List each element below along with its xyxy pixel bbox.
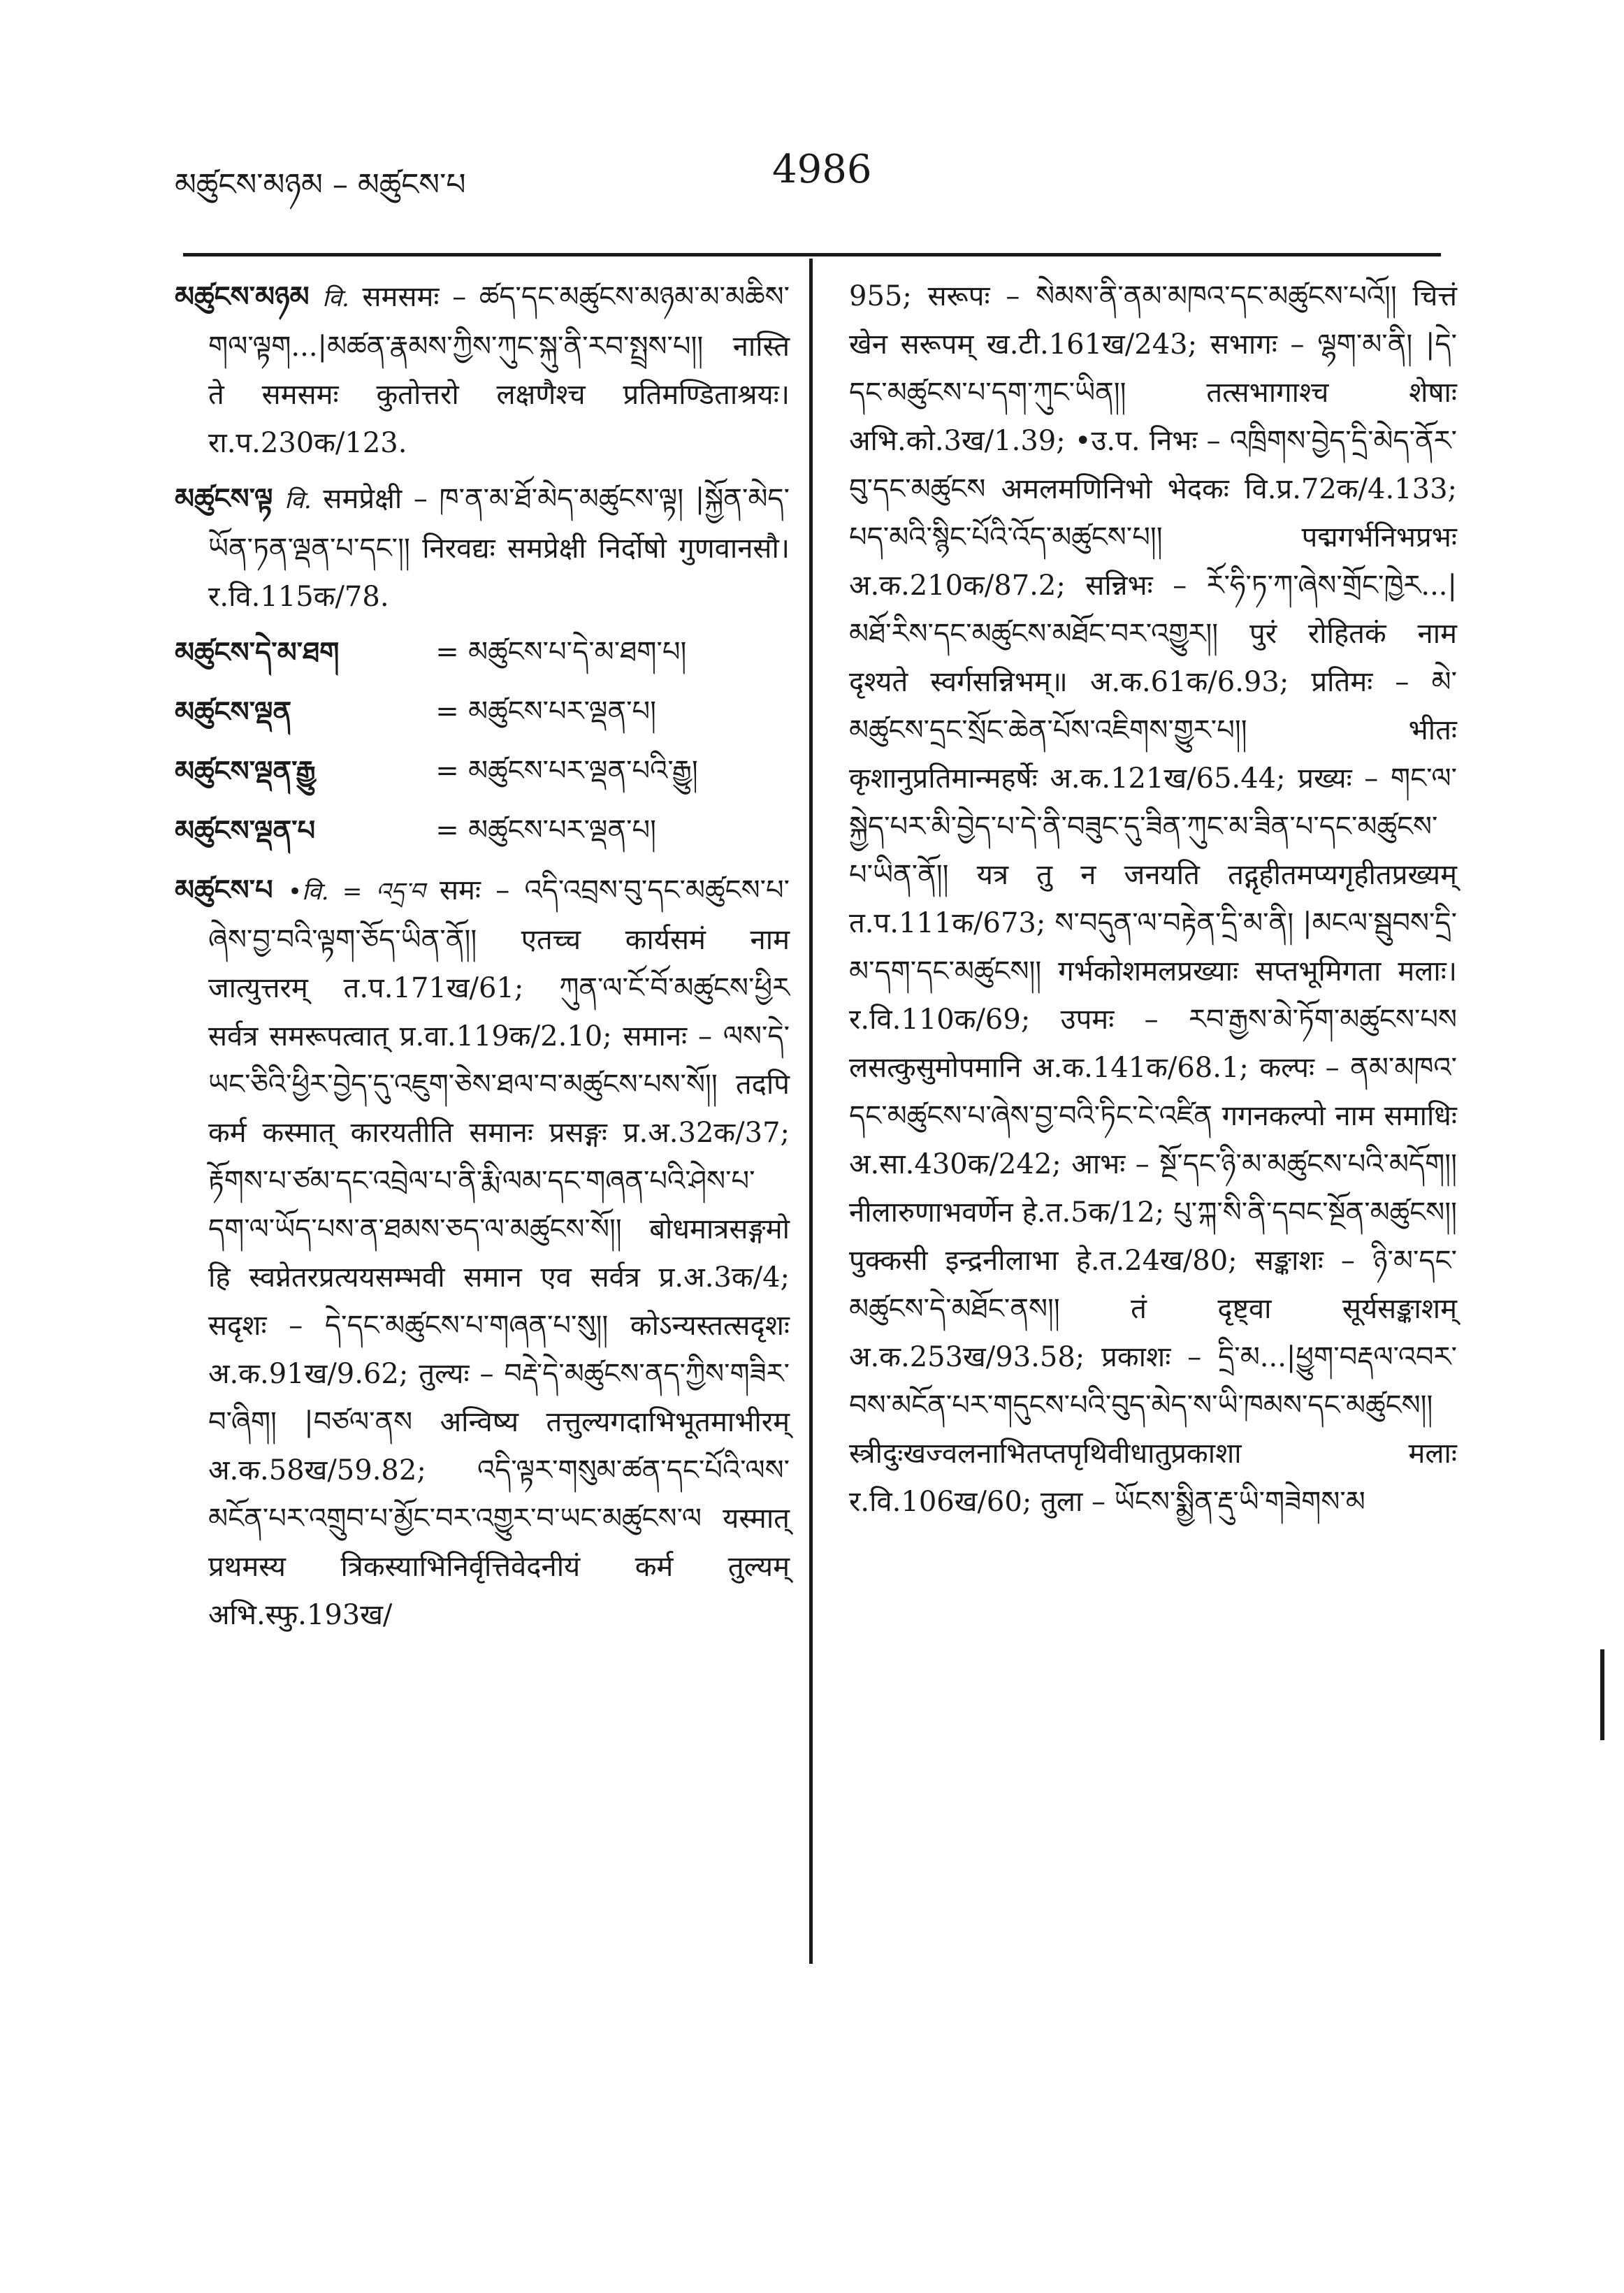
xref-row bbox=[175, 688, 790, 736]
xref-word: མཚུངས་ལྡན bbox=[175, 695, 292, 728]
grammar-label: वि. bbox=[322, 284, 349, 312]
entry-text: समः – འདི་འབྲས་བུ་དང་མཚུངས་པ་ཞེས་བྱ་བའི་ལྟག་ཅོད་ཡིན་ནོ།། एतच्च कार्यसमं नाम जात्युत्तरम् त.प.171ख/61; ཀུན་ལ་ངོ་བོ་མཚུངས་ཕྱིར सर्वत्र समरूपत्वात् प्र.वा.119क/2.10; समानः – ལས་དེ་ཡང་ཅིའི་ཕྱིར་བྱེད་དུ་འཇུག་ཅེས་ཐལ་བ་མཚུངས་པས་སོ།། तदपि कर्म कस्मात् कारयतीति समानः प्रसङ्गः प्र.अ.32क/37; རྟོགས་པ་ཙམ་དང་འབྲེལ་པ་ནི་རྨི་ལམ་དང་གཞན་པའི་ཤེས་པ་དག་ལ་ཡོད་པས་ན་ཐམས་ཅད་ལ་མཚུངས་སོ།། बोधमात्रसङ्गमो हि स्वप्नेतरप्रत्ययसम्भवी समान एव सर्वत्र प्र.अ.3क/4; सदृशः – དེ་དང་མཚུངས་པ་གཞན་པ་སུ།། कोऽन्यस्तत्सदृशः अ.क.91ख/9.62; तुल्यः – བརྡེ་དེ་མཚུངས་ནད་ཀྱིས་གཟིར་བ་ཞིག། |བཙལ་ནས अन्विष्य तत्तुल्यगदाभिभूतमाभीरम् अ.क.58ख/59.82; འདི་ལྟར་གསུམ་ཚན་དང་པོའི་ལས་མངོན་པར་འགྲུབ་པ་མྱོང་བར་འགྱུར་བ་ཡང་མཚུངས་ལ यस्मात् प्रथमस्य त्रिकस्याभिनिर्वृत्तिवेदनीयं कर्म तुल्यम् अभि.स्फु.193ख/ bbox=[208, 874, 790, 1631]
running-head: མཚུངས་མཉམ – མཚུངས་པ bbox=[175, 167, 466, 203]
headword: མཚུངས་པ bbox=[175, 874, 273, 906]
entry-samasamah bbox=[175, 273, 790, 468]
header-rule bbox=[183, 253, 1441, 256]
xref-target: མཚུངས་པ་དེ་མ་ཐག་པ། bbox=[468, 636, 687, 668]
headword: མཚུངས་མཉམ bbox=[175, 280, 310, 313]
headword: མཚུངས་ལྟ bbox=[175, 482, 273, 515]
entry-samah bbox=[175, 866, 790, 1640]
right-column bbox=[849, 273, 1457, 1533]
left-column bbox=[175, 273, 790, 1647]
entry-samaprekshi bbox=[175, 475, 790, 621]
column-divider bbox=[809, 259, 813, 1964]
xref-row bbox=[175, 747, 790, 795]
xref-word: མཚུངས་ལྡན་རྒྱུ bbox=[175, 755, 316, 788]
equals-sign: = bbox=[435, 755, 459, 787]
xref-row bbox=[175, 628, 790, 677]
equals-sign: = bbox=[435, 695, 459, 728]
grammar-label: •वि. = འདྲ་བ bbox=[287, 878, 425, 906]
equals-sign: = bbox=[435, 814, 459, 846]
xref-row bbox=[175, 806, 790, 855]
xref-word: མཚུངས་དེ་མ་ཐག bbox=[175, 636, 340, 669]
entry-text: समप्रेक्षी – ཁ་ན་མ་ཐོ་མེད་མཚུངས་ལྟ། |སྐྱོན་མེད་ཡོན་ཏན་ལྡན་པ་དང་།། निरवद्यः समप्रेक्षी निर्दोषो गुणवानसौ। र.वि.115क/78. bbox=[208, 483, 790, 613]
entry-text: समसमः – ཚད་དང་མཚུངས་མཉམ་མ་མཆིས་གལ་ལྟག...|མཚན་རྣམས་ཀྱིས་ཀུང་སྐུ་ནི་རབ་སྤྲས་པ།། नास्ति ते समसमः कुतोत्तरो लक्षणैश्च प्रतिमण्डिताश्रयः। रा.प.230क/123. bbox=[208, 281, 790, 459]
xref-target: མཚུངས་པར་ལྡན་པ། bbox=[468, 814, 657, 846]
edge-mark bbox=[1600, 1649, 1604, 1740]
xref-target: མཚུངས་པར་ལྡན་པ། bbox=[468, 695, 657, 728]
xref-target: མཚུངས་པར་ལྡན་པའི་རྒྱུ། bbox=[468, 755, 698, 787]
grammar-label: वि. bbox=[284, 486, 312, 514]
page-number: 4986 bbox=[772, 147, 872, 192]
xref-word: མཚུངས་ལྡན་པ bbox=[175, 814, 316, 847]
entry-continuation: 955; सरूपः – སེམས་ནི་ནམ་མཁའ་དང་མཚུངས་པའོ།། चित्तं खेन सरूपम् ख.टी.161ख/243; सभागः – ལྷག་མ་ནི། |དེ་དང་མཚུངས་པ་དག་ཀུང་ཡིན།། तत्सभागाश्च शेषाः अभि.को.3ख/1.39; •उ.प. निभः – འཁྲིགས་བྱེད་དྲི་མེད་ནོར་བུ་དང་མཚུངས अमलमणिनिभो भेदकः वि.प्र.72क/4.133; པད་མའི་སྙིང་པོའི་འོད་མཚུངས་པ།། पद्मगर्भनिभप्रभः अ.क.210क/87.2; सन्निभः – རོ་ཧི་ཏ་ཀ་ཞེས་གྲོང་ཁྱེར...|མཐོ་རིས་དང་མཚུངས་མཐོང་བར་འགྱུར།། पुरं रोहितकं नाम दृश्यते स्वर्गसन्निभम्॥ अ.क.61क/6.93; प्रतिमः – མེ་མཚུངས་དྲང་སྲོང་ཆེན་པོས་འཇིགས་གྱུར་པ།། भीतः कृशानुप्रतिमान्महर्षेः अ.क.121ख/65.44; प्रख्यः – གང་ལ་སྐྱེད་པར་མི་བྱེད་པ་དེ་ནི་བཟུང་དུ་ཟིན་ཀུང་མ་ཟིན་པ་དང་མཚུངས་པ་ཡིན་ནོ།། यत्र तु न जनयति तद्गृहीतमप्यगृहीतप्रख्यम् त.प.111क/673; ས་བདུན་ལ་བརྟེན་དྲི་མ་ནི། |མངལ་སྦུབས་དྲི་མ་དག་དང་མཚུངས།། गर्भकोशमलप्रख्याः सप्तभूमिगता मलाः। र.वि.110क/69; उपमः – རབ་རྒྱས་མེ་ཏོག་མཚུངས་པས लसत्कुसुमोपमानि अ.क.141क/68.1; कल्पः – ནམ་མཁའ་དང་མཚུངས་པ་ཞེས་བྱ་བའི་ཏིང་ངེ་འཛིན गगनकल्पो नाम समाधिः अ.सा.430क/242; आभः – སྔོ་དང་ཉི་མ་མཚུངས་པའི་མདོག།། नीलारुणाभवर्णेन हे.त.5क/12; པུ་ཀྐ་སི་ནི་དབང་སྔོན་མཚུངས།། पुक्कसी इन्द्रनीलाभा हे.त.24ख/80; सङ्काशः – ཉི་མ་དང་མཚུངས་དེ་མཐོང་ནས།། तं दृष्ट्वा सूर्यसङ्काशम् अ.क.253ख/93.58; प्रकाशः – དྲི་མ...|ཕྱུག་བརྡལ་འབར་བས་མངོན་པར་གདུངས་པའི་བུད་མེད་ས་ཡི་ཁམས་དང་མཚུངས།། स्त्रीदुःखज्वलनाभितप्तपृथिवीधातुप्रकाशा मलाः र.वि.106ख/60; तुला – ཡོངས་སྨྱིན་རྡུ་ཡི་གཟེགས་མ bbox=[849, 280, 1457, 1518]
equals-sign: = bbox=[435, 636, 459, 668]
